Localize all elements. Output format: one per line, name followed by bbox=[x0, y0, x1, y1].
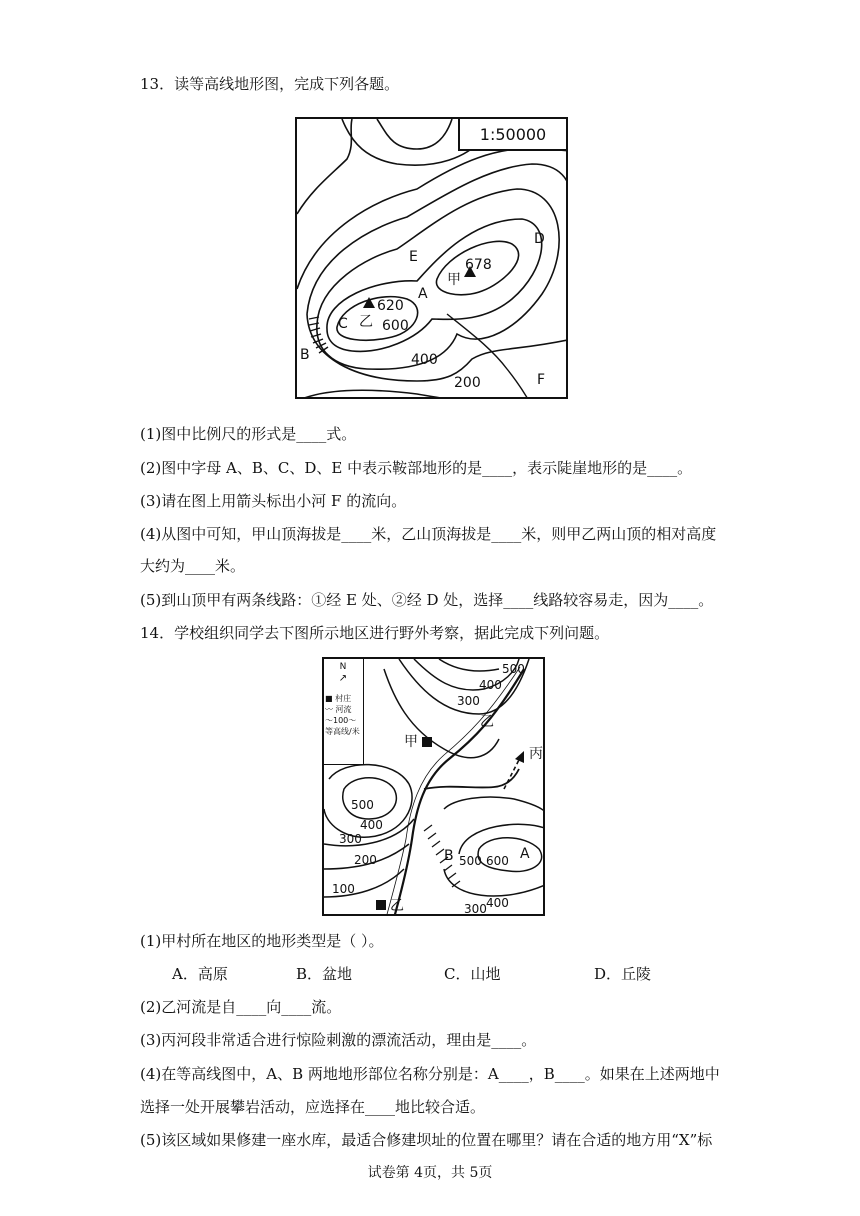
label-yi-river: 乙 bbox=[480, 714, 494, 730]
c400-left: 400 bbox=[360, 818, 383, 832]
elev-678: 678 bbox=[465, 257, 492, 273]
c500-top: 500 bbox=[502, 662, 525, 676]
c300-bottom: 300 bbox=[464, 902, 487, 916]
contour-map-13 bbox=[295, 117, 568, 399]
c300-left: 300 bbox=[339, 832, 362, 846]
q14-part5: (5)该区域如果修建一座水库，最适合修建坝址的位置在哪里？请在合适的地方用“X”标 bbox=[140, 1131, 713, 1149]
label-jia: 甲 bbox=[447, 272, 461, 288]
q13-stem: 13．读等高线地形图，完成下列各题。 bbox=[140, 75, 400, 93]
label-D: D bbox=[534, 231, 545, 247]
q14-part4-line2: 选择一处开展攀岩活动，应选择在____地比较合适。 bbox=[140, 1098, 486, 1116]
q13-part4-line2: 大约为____米。 bbox=[140, 557, 246, 575]
q14-part1: (1)甲村所在地区的地形类型是（ ）。 bbox=[140, 932, 384, 950]
contour-map-14 bbox=[322, 657, 545, 916]
legend-contour: ～100～ bbox=[325, 716, 357, 725]
label-bing: 丙 bbox=[529, 746, 543, 762]
c500-right: 500 bbox=[459, 854, 482, 868]
q14-part2: (2)乙河流是自____向____流。 bbox=[140, 998, 342, 1016]
q14-part4-line1: (4)在等高线图中，A、B 两地地形部位名称分别是：A____，B____。如果在上述两地中 bbox=[140, 1065, 720, 1083]
label-E: E bbox=[409, 249, 418, 265]
c400-bottom: 400 bbox=[486, 896, 509, 910]
label-jia-village: 甲 bbox=[404, 734, 418, 750]
q13-part5: (5)到山顶甲有两条线路：①经 E 处、②经 D 处，选择____线路较容易走，因为____。 bbox=[140, 591, 714, 609]
label-C: C bbox=[338, 316, 348, 332]
q14-part3: (3)丙河段非常适合进行惊险刺激的漂流活动，理由是____。 bbox=[140, 1031, 537, 1049]
q13-part4-line1: (4)从图中可知，甲山顶海拔是____米，乙山顶海拔是____米，则甲乙两山顶的相对高度 bbox=[140, 525, 717, 543]
option-d[interactable]: D．丘陵 bbox=[594, 965, 652, 983]
q13-part3: (3)请在图上用箭头标出小河 F 的流向。 bbox=[140, 492, 407, 510]
elev-200: 200 bbox=[454, 375, 481, 391]
label-B: B bbox=[444, 848, 454, 864]
c500-left: 500 bbox=[351, 798, 374, 812]
elev-620: 620 bbox=[377, 298, 404, 314]
label-B: B bbox=[300, 347, 310, 363]
label-yi-village: 乙 bbox=[390, 898, 404, 914]
q13-part2: (2)图中字母 A、B、C、D、E 中表示鞍部地形的是____，表示陡崖地形的是____。 bbox=[140, 459, 693, 477]
page-footer: 试卷第 4页，共 5页 bbox=[367, 1165, 493, 1181]
c100-left: 100 bbox=[332, 882, 355, 896]
elev-400: 400 bbox=[411, 352, 438, 368]
c600-right: 600 bbox=[486, 854, 509, 868]
legend-contour-unit: 等高线/米 bbox=[325, 727, 360, 736]
option-c[interactable]: C．山地 bbox=[444, 965, 501, 983]
c300-top: 300 bbox=[457, 694, 480, 708]
label-A: A bbox=[520, 846, 530, 862]
label-yi: 乙 bbox=[359, 314, 373, 330]
scale-label: 1:50000 bbox=[458, 117, 568, 151]
north-arrow-icon: ↗ bbox=[338, 673, 348, 684]
q13-part1: (1)图中比例尺的形式是____式。 bbox=[140, 425, 357, 443]
c200-left: 200 bbox=[354, 853, 377, 867]
option-b[interactable]: B．盆地 bbox=[296, 965, 353, 983]
north-arrow-label: N bbox=[339, 662, 347, 672]
q14-stem: 14．学校组织同学去下图所示地区进行野外考察，据此完成下列问题。 bbox=[140, 624, 610, 642]
legend-village: ■ 村庄 bbox=[325, 694, 352, 703]
elev-600: 600 bbox=[382, 318, 409, 334]
c400-top: 400 bbox=[479, 678, 502, 692]
legend-river: 〰 河流 bbox=[325, 705, 352, 714]
map-legend bbox=[322, 657, 364, 765]
label-F: F bbox=[537, 372, 546, 388]
option-a[interactable]: A．高原 bbox=[172, 965, 228, 983]
label-A: A bbox=[418, 286, 428, 302]
